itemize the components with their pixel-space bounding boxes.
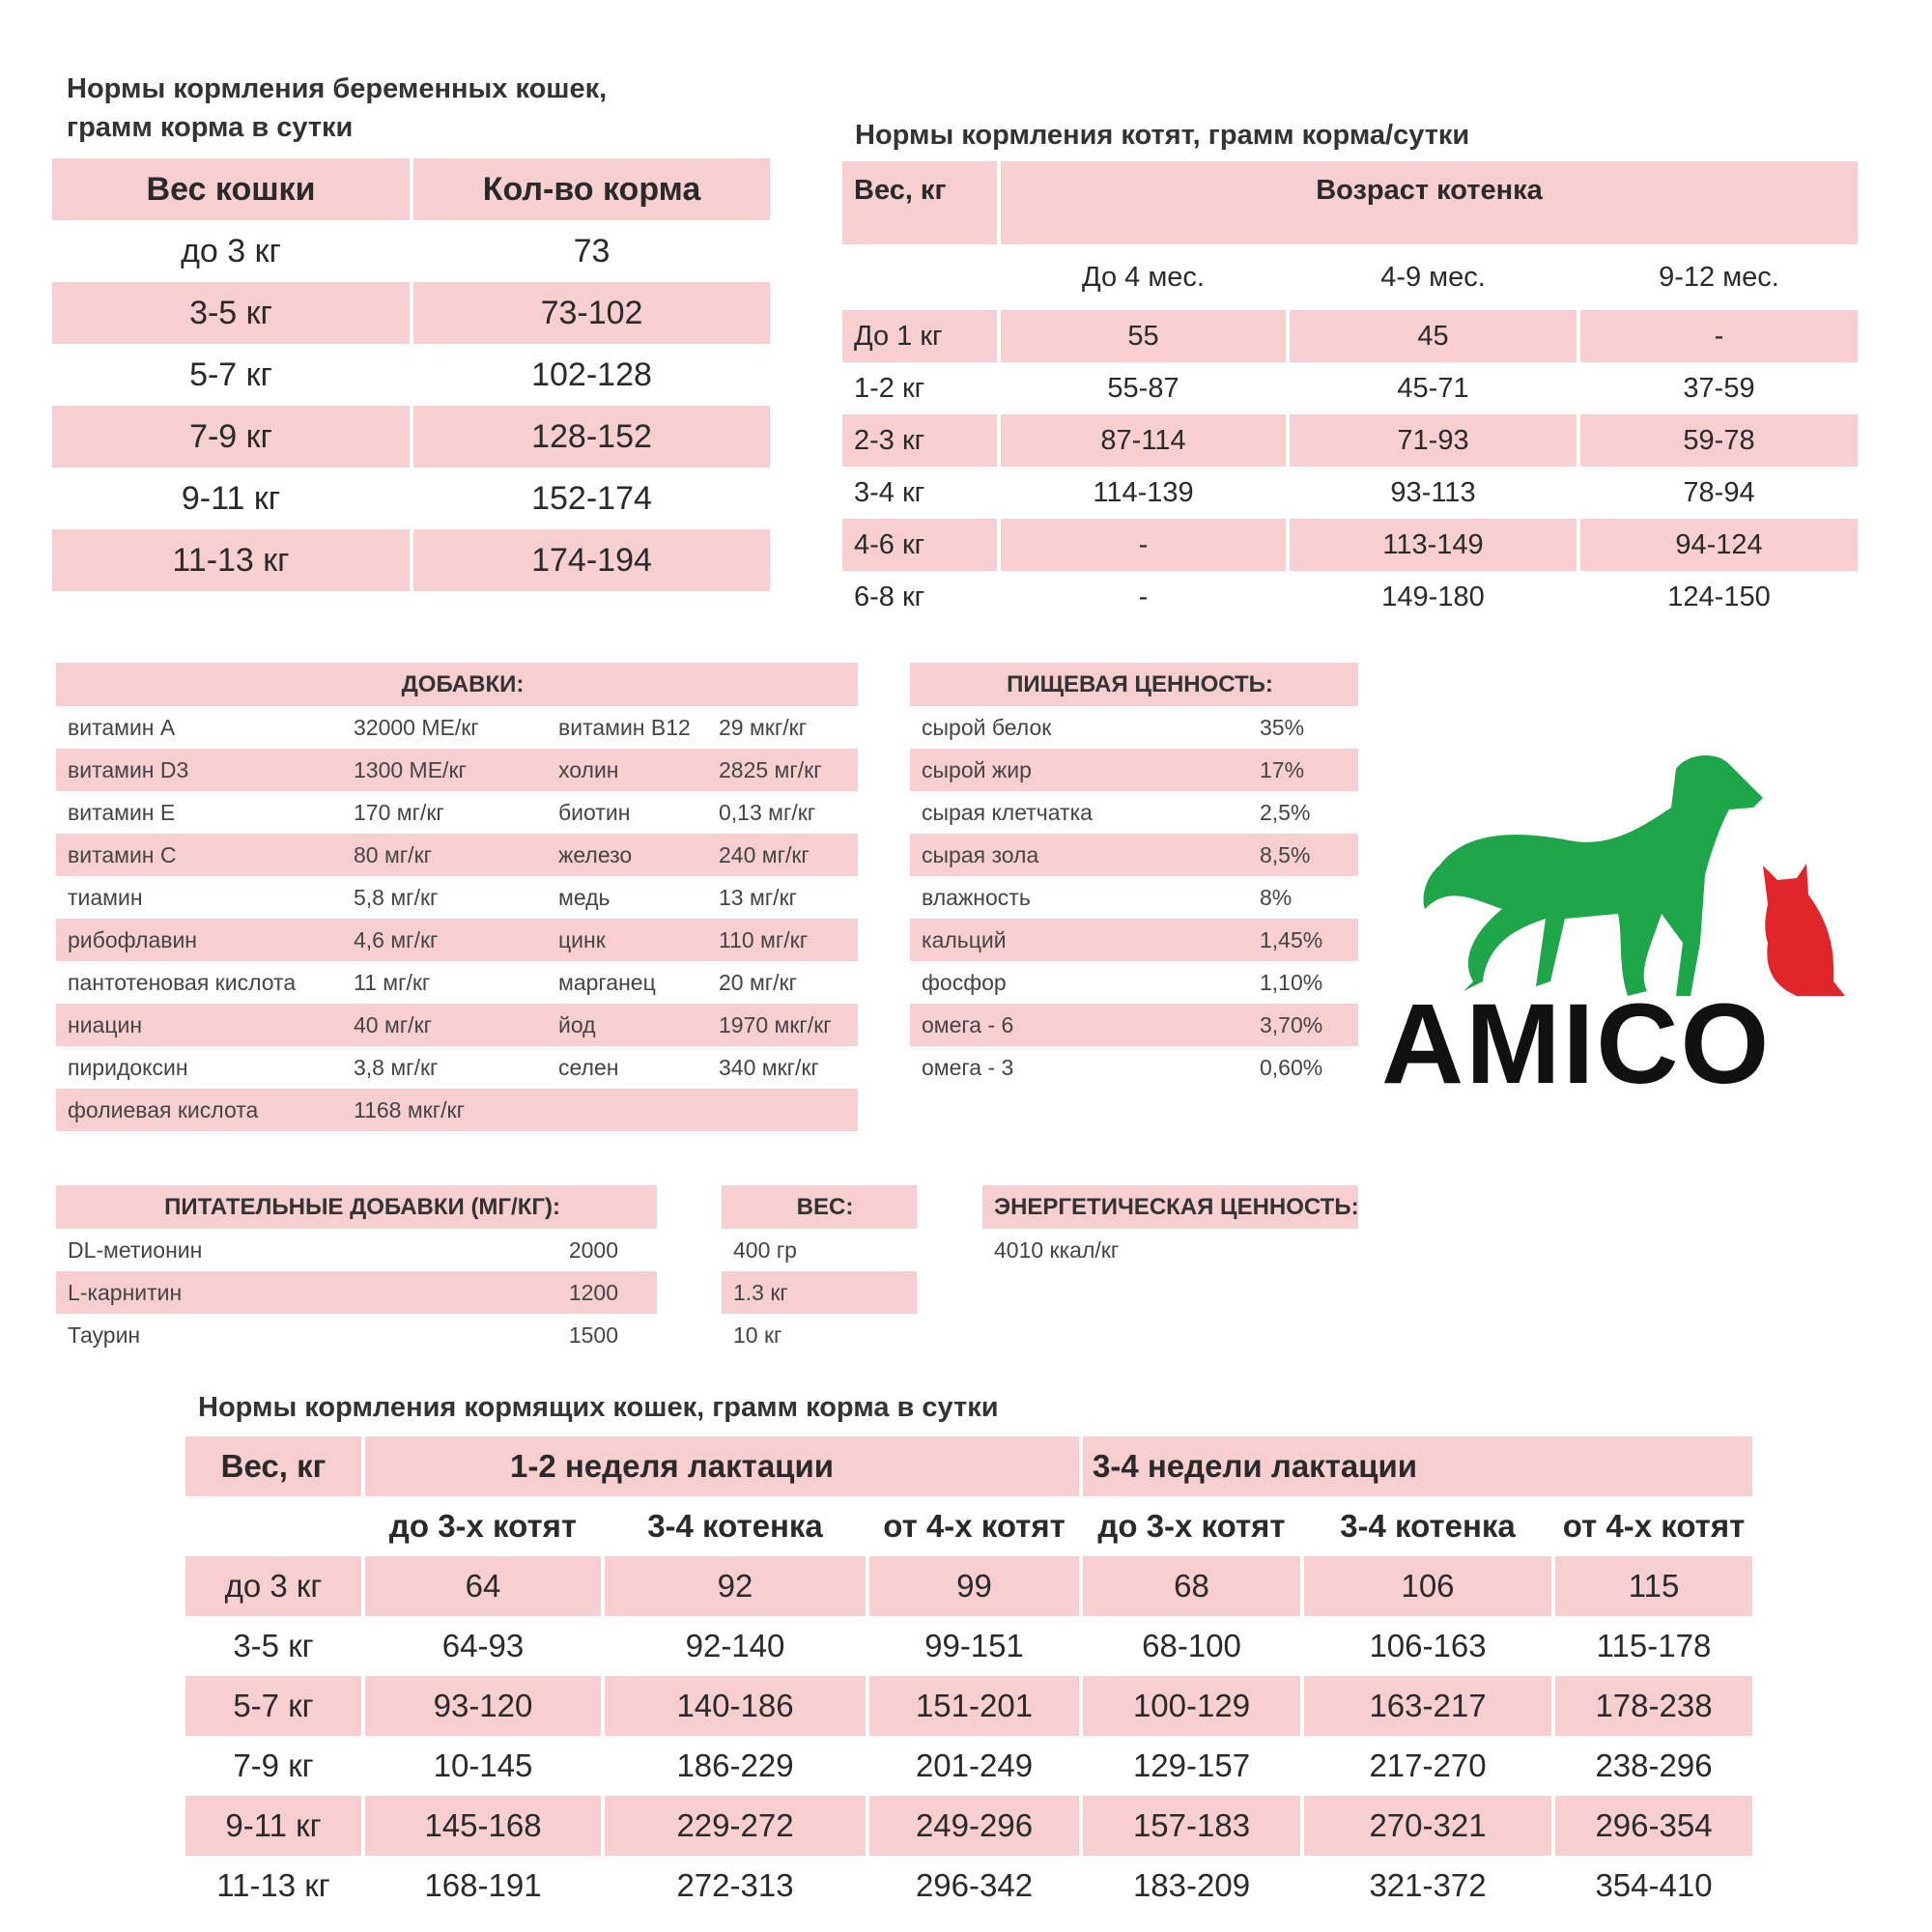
table-row <box>56 1314 657 1356</box>
title-line: Нормы кормления беременных кошек, <box>67 73 608 104</box>
table-cell: 296-354 <box>1555 1796 1752 1856</box>
table-cell: 11-13 кг <box>216 1867 330 1903</box>
table-cell: 29 мкг/кг <box>719 714 808 740</box>
table-cell: 78-94 <box>1683 476 1755 508</box>
table-cell: 0,60% <box>1260 1054 1323 1080</box>
table-row <box>722 1185 917 1229</box>
table-row <box>982 1229 1358 1271</box>
table-row <box>982 1185 1358 1229</box>
table-cell <box>707 1089 858 1131</box>
table-cell: 64 <box>365 1556 601 1616</box>
table-cell: 64-93 <box>441 1628 525 1663</box>
table-cell: 1500 <box>568 1321 618 1348</box>
table-row <box>185 1736 1752 1796</box>
table-cell: фолиевая кислота <box>56 1089 342 1131</box>
table-cell: 4010 ккал/кг <box>994 1236 1120 1263</box>
table-row <box>842 362 1858 414</box>
table-cell: сырой белок <box>922 714 1052 740</box>
table-cell: Возраст котенка <box>1001 161 1858 244</box>
table-cell: 8% <box>1260 884 1293 910</box>
table-row <box>185 1616 1752 1676</box>
table-cell: 8,5% <box>1248 834 1358 876</box>
table-cell: 178-238 <box>1555 1676 1752 1736</box>
table-row <box>56 663 858 706</box>
table-cell: 1-2 кг <box>854 372 925 404</box>
table-cell: 13 мг/кг <box>719 884 798 910</box>
table-cell: железо <box>547 834 707 876</box>
table-row <box>185 1796 1752 1856</box>
table-cell: 3,8 мг/кг <box>354 1054 439 1080</box>
table-cell: 201-249 <box>915 1747 1034 1783</box>
table-cell: 93-113 <box>1390 476 1476 508</box>
table-cell: 68 <box>1083 1556 1300 1616</box>
kitten-feeding-table <box>838 161 1861 623</box>
table-row <box>910 919 1358 961</box>
table-row <box>185 1556 1752 1616</box>
table-row <box>56 749 858 791</box>
table-cell: 296-342 <box>915 1867 1034 1903</box>
table-cell: витамин В12 <box>558 714 691 740</box>
table-cell: 3-5 кг <box>233 1628 314 1663</box>
table-cell: 99-151 <box>924 1628 1024 1663</box>
table-cell: 9-11 кг <box>185 1796 361 1856</box>
table-cell: 55 <box>1001 310 1286 362</box>
table-cell: - <box>1138 581 1149 612</box>
table-cell: 93-120 <box>365 1676 601 1736</box>
table-cell: 229-272 <box>605 1796 866 1856</box>
table-cell: кальций <box>910 919 1248 961</box>
table-cell: 1,45% <box>1248 919 1358 961</box>
table-cell: 3-4 котенка <box>1340 1508 1516 1544</box>
table-cell: - <box>1580 310 1858 362</box>
table-cell: 45-71 <box>1397 372 1469 404</box>
title-line: грамм корма в сутки <box>67 112 354 143</box>
table-cell: сырая зола <box>910 834 1248 876</box>
table-row <box>56 1004 858 1046</box>
supplements-table <box>56 1185 657 1356</box>
table-cell: 4,6 мг/кг <box>342 919 547 961</box>
table-cell: рибофлавин <box>56 919 342 961</box>
table-row <box>185 1436 1752 1496</box>
table-row <box>722 1314 917 1356</box>
table-row <box>56 876 858 919</box>
table-row <box>910 876 1358 919</box>
table-row <box>910 961 1358 1004</box>
table-cell: - <box>1001 519 1286 571</box>
table-cell: ПИЩЕВАЯ ЦЕННОСТЬ: <box>910 663 1358 706</box>
table-cell: 124-150 <box>1667 581 1771 612</box>
table-cell: тиамин <box>68 884 143 910</box>
table-cell: 99 <box>869 1556 1079 1616</box>
weight-table <box>722 1185 917 1356</box>
table-cell: витамин D3 <box>56 749 342 791</box>
additives-table <box>56 663 858 1131</box>
table-row <box>56 1046 858 1089</box>
table-cell: 3,70% <box>1248 1004 1358 1046</box>
table-cell: 163-217 <box>1304 1676 1551 1736</box>
table-cell: 45 <box>1290 310 1577 362</box>
table-cell: 152-174 <box>531 479 652 517</box>
table-cell: ДОБАВКИ: <box>56 663 858 706</box>
table-cell: 87-114 <box>1001 414 1286 467</box>
table-cell: пантотеновая кислота <box>68 969 297 995</box>
table-row <box>842 414 1858 467</box>
table-row <box>910 663 1358 706</box>
table-cell: 92 <box>605 1556 866 1616</box>
table-cell: 238-296 <box>1595 1747 1713 1783</box>
table-cell: Кол-во корма <box>413 158 770 220</box>
table-row <box>910 706 1358 749</box>
nutrition-table <box>910 663 1358 1089</box>
table-cell: 115-178 <box>1596 1628 1712 1663</box>
table-cell: До 4 мес. <box>1082 261 1205 293</box>
table-row <box>722 1271 917 1314</box>
table-row <box>910 749 1358 791</box>
table-row <box>842 310 1858 362</box>
table-cell: омега - 3 <box>922 1054 1014 1080</box>
table-cell: до 3 кг <box>181 232 281 270</box>
table-cell: 0,13 мг/кг <box>719 799 816 825</box>
table-cell: 2-3 кг <box>842 414 997 467</box>
table-cell: 110 мг/кг <box>707 919 858 961</box>
table-cell: 5-7 кг <box>185 1676 361 1736</box>
table-cell: 17% <box>1248 749 1358 791</box>
table-cell: 272-313 <box>676 1867 794 1903</box>
table-row <box>842 467 1858 519</box>
table-cell: 3-5 кг <box>52 282 410 344</box>
table-cell: 240 мг/кг <box>707 834 858 876</box>
table-cell: 11 мг/кг <box>354 969 431 995</box>
table-cell: 92-140 <box>685 1628 785 1663</box>
table-cell: 186-229 <box>676 1747 794 1783</box>
table-cell: 3-4 недели лактации <box>1083 1436 1752 1496</box>
table-cell: 157-183 <box>1083 1796 1300 1856</box>
table-cell: 80 мг/кг <box>342 834 547 876</box>
table-cell: 140-186 <box>605 1676 866 1736</box>
table-cell: 100-129 <box>1083 1676 1300 1736</box>
table-cell: 10 кг <box>733 1321 782 1348</box>
table-cell: 270-321 <box>1304 1796 1551 1856</box>
table-cell: 59-78 <box>1580 414 1858 467</box>
table-cell: от 4-х котят <box>883 1508 1065 1544</box>
table-cell: 128-152 <box>413 406 770 468</box>
table-cell: биотин <box>558 799 631 825</box>
table-row <box>56 834 858 876</box>
table-cell: 1970 мкг/кг <box>707 1004 858 1046</box>
table-cell: 71-93 <box>1290 414 1577 467</box>
table-cell: марганец <box>558 969 656 995</box>
table-cell: 7-9 кг <box>233 1747 314 1783</box>
table-cell: 106 <box>1304 1556 1551 1616</box>
table-row <box>56 1229 657 1271</box>
table-cell: 249-296 <box>869 1796 1079 1856</box>
table-row <box>722 1229 917 1271</box>
table-cell: 3-4 кг <box>854 476 925 508</box>
table-row <box>56 1089 858 1131</box>
table-cell: 174-194 <box>413 529 770 591</box>
pregnant-feeding-table <box>48 158 774 591</box>
table-cell: Вес, кг <box>842 161 997 244</box>
table-cell: до 3-х котят <box>1097 1508 1286 1544</box>
table-cell <box>842 244 997 310</box>
table-cell: DL-метионин <box>68 1236 203 1263</box>
table-cell: 340 мкг/кг <box>719 1054 819 1080</box>
table-cell: 1200 <box>356 1271 657 1314</box>
table-cell: 9-11 кг <box>181 479 281 517</box>
table-cell: ниацин <box>56 1004 342 1046</box>
table-row <box>910 834 1358 876</box>
table-cell: 68-100 <box>1142 1628 1241 1663</box>
table-cell: 73 <box>573 232 611 270</box>
table-cell <box>185 1496 361 1556</box>
table-cell: 2,5% <box>1260 799 1311 825</box>
table-cell <box>547 1089 707 1131</box>
table-cell: 4-9 мес. <box>1380 261 1486 293</box>
lactating-title: Нормы кормления кормящих кошек, грамм корма в сутки <box>198 1392 999 1423</box>
table-cell: 113-149 <box>1290 519 1577 571</box>
table-cell: 94-124 <box>1580 519 1858 571</box>
table-cell: пиридоксин <box>68 1054 188 1080</box>
table-cell: 151-201 <box>869 1676 1079 1736</box>
table-cell: 10-145 <box>433 1747 533 1783</box>
table-cell: 73-102 <box>413 282 770 344</box>
table-row <box>842 161 1858 244</box>
table-cell: 40 мг/кг <box>342 1004 547 1046</box>
table-row <box>910 791 1358 834</box>
table-cell: 217-270 <box>1369 1747 1487 1783</box>
table-cell: 1300 МЕ/кг <box>342 749 547 791</box>
logo-text: AMICO <box>1381 980 1772 1108</box>
table-row <box>910 1004 1358 1046</box>
lactating-feeding-table <box>182 1436 1756 1916</box>
table-row <box>185 1856 1752 1916</box>
table-cell: йод <box>547 1004 707 1046</box>
table-row <box>52 529 770 591</box>
table-cell: 35% <box>1260 714 1305 740</box>
table-cell: сырая клетчатка <box>922 799 1093 825</box>
table-row <box>910 1046 1358 1089</box>
table-cell: до 3-х котят <box>388 1508 578 1544</box>
table-cell: 321-372 <box>1369 1867 1487 1903</box>
table-cell: 145-168 <box>365 1796 601 1856</box>
table-cell: 149-180 <box>1381 581 1485 612</box>
table-cell: ВЕС: <box>722 1185 917 1229</box>
table-cell: 32000 МЕ/кг <box>354 714 479 740</box>
table-cell: холин <box>547 749 707 791</box>
table-cell: 400 гр <box>733 1236 797 1263</box>
table-cell: сырой жир <box>910 749 1248 791</box>
table-cell: до 3 кг <box>185 1556 361 1616</box>
table-row <box>56 791 858 834</box>
table-cell: Таурин <box>68 1321 141 1348</box>
table-cell: омега - 6 <box>910 1004 1248 1046</box>
table-cell: витамин Е <box>68 799 176 825</box>
table-cell: витамин С <box>56 834 342 876</box>
table-cell: 11-13 кг <box>52 529 410 591</box>
table-row <box>56 961 858 1004</box>
table-cell: 3-4 котенка <box>647 1508 823 1544</box>
table-cell: 114-139 <box>1093 476 1194 508</box>
table-row <box>56 706 858 749</box>
table-cell: 1168 мкг/кг <box>342 1089 547 1131</box>
table-cell: влажность <box>922 884 1031 910</box>
table-cell: 354-410 <box>1595 1867 1713 1903</box>
table-row <box>842 519 1858 571</box>
table-cell: селен <box>558 1054 619 1080</box>
table-row <box>56 1185 657 1229</box>
table-cell: До 1 кг <box>842 310 997 362</box>
table-cell: ЭНЕРГЕТИЧЕСКАЯ ЦЕННОСТЬ: <box>982 1185 1358 1229</box>
table-cell: 106-163 <box>1369 1628 1487 1663</box>
table-cell: 5,8 мг/кг <box>354 884 439 910</box>
table-cell: 129-157 <box>1132 1747 1251 1783</box>
pregnant-title <box>67 70 607 147</box>
table-cell: 115 <box>1555 1556 1752 1616</box>
table-cell: 2825 мг/кг <box>707 749 858 791</box>
table-cell: медь <box>558 884 611 910</box>
energy-table <box>982 1185 1358 1271</box>
table-cell: 5-7 кг <box>189 355 272 393</box>
table-row <box>185 1676 1752 1736</box>
table-row <box>56 1271 657 1314</box>
table-row <box>52 220 770 282</box>
table-cell: 183-209 <box>1132 1867 1251 1903</box>
table-row <box>52 344 770 406</box>
amico-logo <box>1381 750 1903 1107</box>
table-cell: 20 мг/кг <box>719 969 798 995</box>
table-row <box>185 1496 1752 1556</box>
table-cell: фосфор <box>922 969 1007 995</box>
table-cell: 1.3 кг <box>722 1271 917 1314</box>
table-cell: 1-2 неделя лактации <box>365 1436 1079 1496</box>
table-cell: цинк <box>547 919 707 961</box>
table-cell: 37-59 <box>1683 372 1755 404</box>
table-row <box>52 158 770 220</box>
table-cell: 102-128 <box>531 355 652 393</box>
table-row <box>842 571 1858 623</box>
table-cell: 6-8 кг <box>854 581 925 612</box>
table-row <box>52 406 770 468</box>
table-cell: 2000 <box>568 1236 618 1263</box>
table-cell: ПИТАТЕЛЬНЫЕ ДОБАВКИ (МГ/КГ): <box>56 1185 657 1229</box>
table-cell: 170 мг/кг <box>354 799 444 825</box>
table-cell: 7-9 кг <box>52 406 410 468</box>
table-cell: L-карнитин <box>56 1271 356 1314</box>
table-cell: от 4-х котят <box>1562 1508 1746 1544</box>
table-cell: витамин А <box>68 714 176 740</box>
table-cell: 1,10% <box>1260 969 1323 995</box>
table-cell: 9-12 мес. <box>1659 261 1779 293</box>
dog-cat-logo-icon <box>1381 750 1903 1010</box>
table-cell: 168-191 <box>424 1867 542 1903</box>
table-cell: Вес кошки <box>52 158 410 220</box>
table-row <box>52 468 770 529</box>
table-row <box>52 282 770 344</box>
table-cell: 55-87 <box>1107 372 1179 404</box>
table-row <box>842 244 1858 310</box>
table-row <box>56 919 858 961</box>
table-cell: Вес, кг <box>185 1436 361 1496</box>
table-cell: 4-6 кг <box>842 519 997 571</box>
kittens-title: Нормы кормления котят, грамм корма/сутки <box>855 120 1470 151</box>
